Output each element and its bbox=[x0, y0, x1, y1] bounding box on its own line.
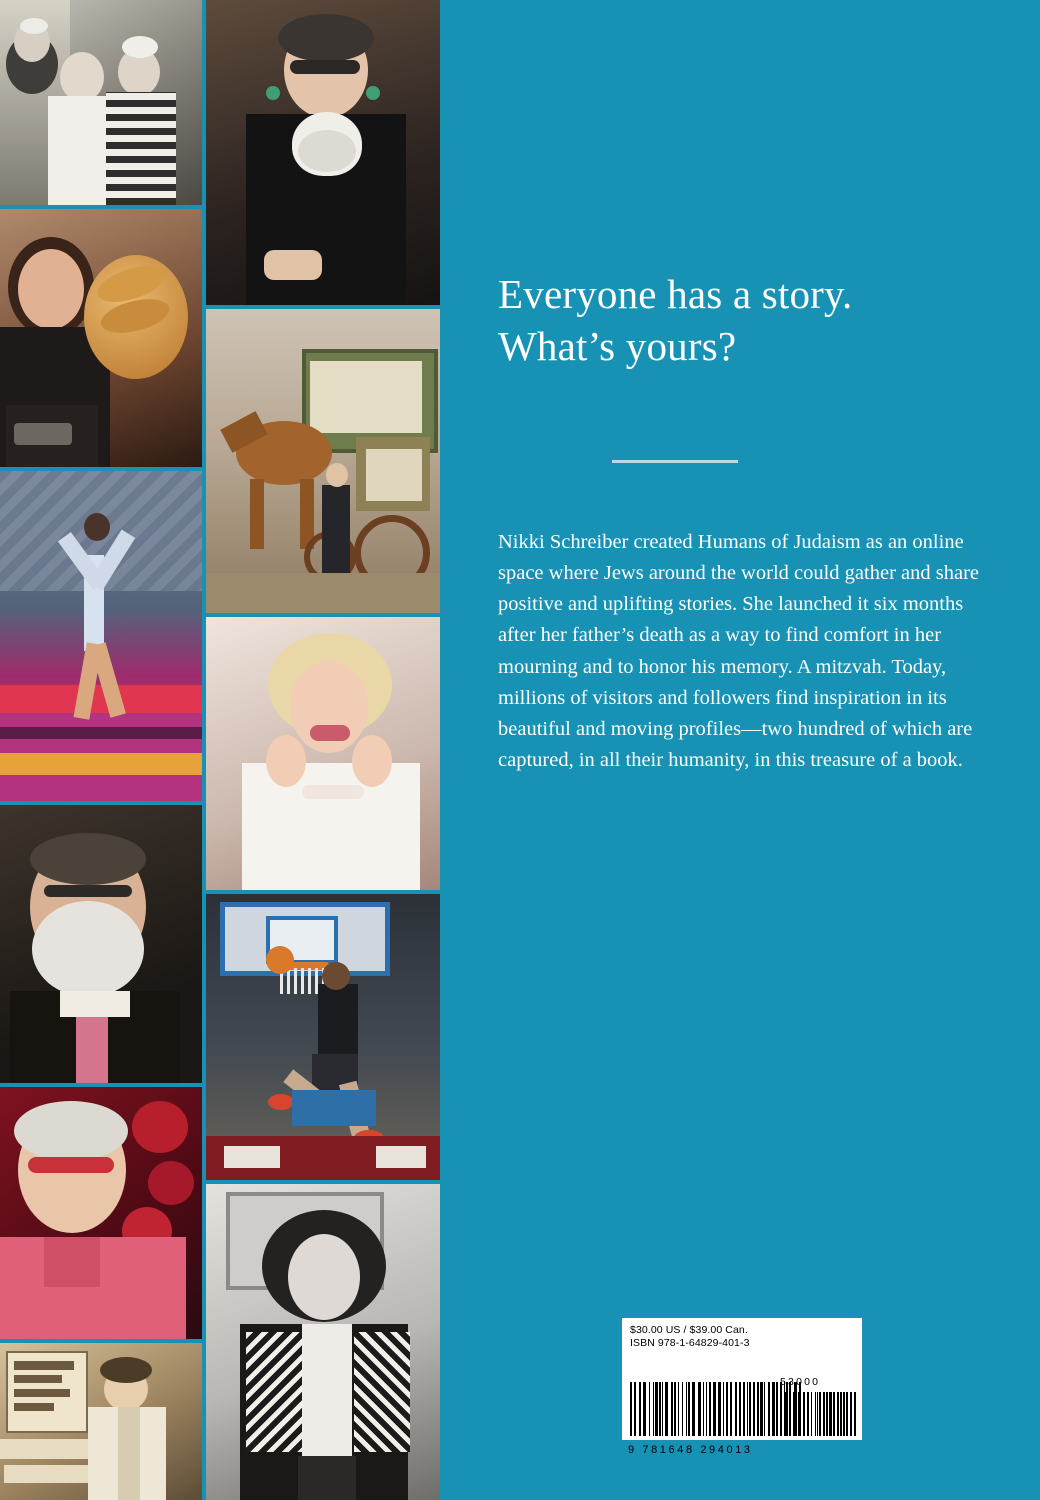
addon-barcode bbox=[784, 1392, 857, 1436]
isbn-text: ISBN 978-1-64829-401-3 bbox=[630, 1336, 750, 1349]
headline-line-1: Everyone has a story. bbox=[498, 271, 853, 317]
back-cover-text-panel bbox=[440, 0, 1040, 1500]
price-text: $30.00 US / $39.00 Can. bbox=[630, 1324, 748, 1336]
photo-horse-wagon-painting bbox=[206, 309, 440, 613]
ean-barcode bbox=[630, 1382, 803, 1436]
photo-gymnast bbox=[0, 471, 202, 801]
photo-woman-challah bbox=[0, 209, 202, 467]
page-title bbox=[498, 268, 1018, 373]
ean-digits: 9 781648 294013 bbox=[628, 1444, 753, 1456]
photo-vintage-boy-shop bbox=[0, 1343, 202, 1500]
photo-elderly-men-wall bbox=[0, 0, 202, 205]
divider bbox=[612, 460, 738, 463]
photo-collage bbox=[0, 0, 440, 1500]
barcode-block bbox=[622, 1318, 862, 1456]
blurb-text: Nikki Schreiber created Humans of Judaism as an online space where Jews around the world could gather and share positive and uplifting stories. She launched it six months after her father’s death as a way to find comfort in her mourning and to honor his memory. A mitzvah. Today, millions of visitors and followers find inspiration in its beautiful and moving profiles—two hundred of which are captured, in all their humanity, in this treasure of a book. bbox=[498, 531, 979, 772]
photo-dr-ruth bbox=[0, 1087, 202, 1339]
addon-digits: 53000 bbox=[780, 1376, 821, 1388]
headline-line-2: What’s yours? bbox=[498, 323, 737, 370]
photo-basketball-dunk bbox=[206, 894, 440, 1180]
photo-comedienne bbox=[206, 617, 440, 890]
photo-justice-ginsburg bbox=[206, 0, 440, 305]
photo-rabbi-sacks bbox=[0, 805, 202, 1083]
barcode-graphic bbox=[622, 1352, 862, 1456]
photo-designer bbox=[206, 1184, 440, 1500]
